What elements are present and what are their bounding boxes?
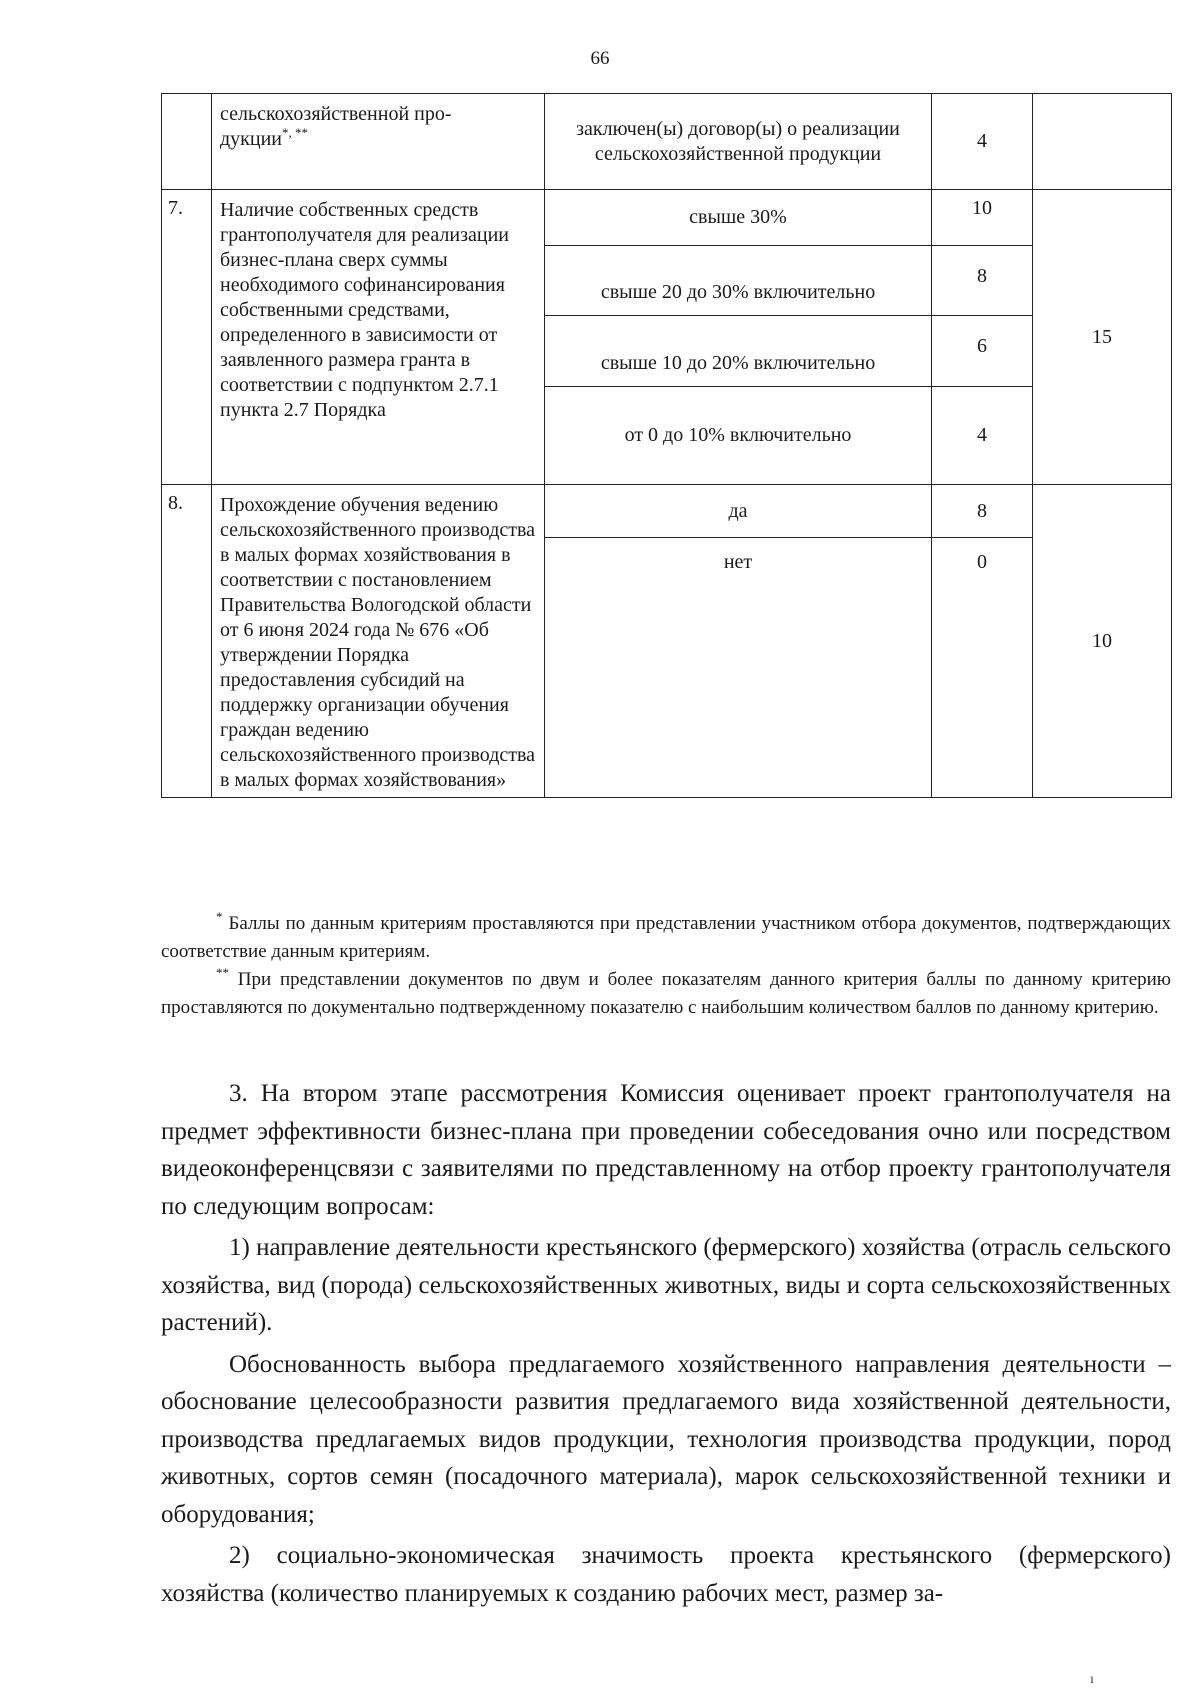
criterion-cell (212, 94, 545, 190)
row-number-7: 7. (162, 190, 212, 485)
table-row-8a (162, 485, 1172, 538)
indicator-7-1: свыше 30% (545, 190, 932, 246)
max-score-cell (1033, 94, 1172, 190)
paragraph-3: Обоснованность выбора предлагаемого хозяйственного направления деятельности – обоснование целесообразности развития предлагаемого вида хозяйственной деятельности, производства предлагаемых видов продукции, технология производства продукции, пород животных, сортов семян (посадочного материала), марок сельскохозяйственной техники и оборудования; (161, 1350, 1171, 1528)
score-8-2: 0 (932, 538, 1033, 798)
score-8-1: 8 (932, 485, 1033, 538)
criterion-8: Прохождение обучения ведению сельскохозяйственного производства в малых формах хозяйствования в соответствии с постановлением Правительства Вологодской области от 6 июня 2024 года № 676 «Об утверждении Порядка предоставления субсидий на поддержку организации обучения граждан ведению сельскохозяйственного производства в малых формах хозяйствования» (212, 485, 545, 798)
footnotes (161, 910, 1171, 1022)
paragraph-1: 3. На втором этапе рассмотрения Комиссия оценивает проект грантополучателя на предмет эффективности бизнес-плана при проведении собеседования очно или посредством видеоконференцсвязи с заявителями по представленному на отбор проекту грантополучателя по следующим вопросам: (161, 1080, 1171, 1220)
criterion-text-line1: сельскохозяйственной про- (220, 103, 452, 125)
body-text (161, 1075, 1171, 1612)
indicator-7-4: от 0 до 10% включительно (545, 387, 932, 485)
paragraph-2: 1) направление деятельности крестьянского (фермерского) хозяйства (отрасль сельского хозяйства, вид (порода) сельскохозяйственных животных, виды и сорта сельскохозяйственных растений). (161, 1234, 1171, 1336)
criterion-7: Наличие собственных средств грантополучателя для реализации бизнес-плана сверх суммы необходимого софинансирования собственными средствами, определенного в зависимости от заявленного размера гранта в соответствии с подпунктом 2.7.1 пункта 2.7 Порядка (212, 190, 545, 485)
indicator-7-2: свыше 20 до 30% включительно (545, 246, 932, 316)
row-number-8: 8. (162, 485, 212, 798)
row-number-cell (162, 94, 212, 190)
score-7-2: 8 (932, 246, 1033, 316)
table-row-7a (162, 190, 1172, 246)
footnote-2-text: При представлении документов по двум и более показателям данного критерия баллы по данному критерию проставляются по документально подтвержденному показателю с наибольшим количеством баллов по данному критерию. (161, 969, 1171, 1018)
score-7-3: 6 (932, 316, 1033, 387)
criteria-table (161, 93, 1172, 798)
footnote-1-mark: * (216, 909, 223, 924)
criterion-text-line2: дукции (220, 128, 283, 150)
footnote-2 (161, 966, 1171, 1022)
scan-corner-mark: ı (1090, 1672, 1094, 1687)
max-score-8: 10 (1033, 485, 1172, 798)
score-cell: 4 (932, 94, 1033, 190)
page-number: 66 (590, 48, 610, 69)
footnote-marks: *, ** (282, 125, 309, 140)
max-score-7: 15 (1033, 190, 1172, 485)
indicator-8-2: нет (545, 538, 932, 798)
indicator-8-1: да (545, 485, 932, 538)
indicator-cell: заключен(ы) договор(ы) о реализации сельскохозяйственной продукции (545, 94, 932, 190)
footnote-2-mark: ** (216, 965, 229, 980)
footnote-1-text: Баллы по данным критериям проставляются при представлении участником отбора документов, подтверждающих соответствие данным критериям. (161, 913, 1172, 962)
score-7-1: 10 (932, 190, 1033, 246)
paragraph-4: 2) социально-экономическая значимость проекта крестьянского (фермерского) хозяйства (количество планируемых к созданию рабочих мест, размер за- (161, 1542, 1171, 1607)
indicator-7-3: свыше 10 до 20% включительно (545, 316, 932, 387)
table-row-continuation (162, 94, 1172, 190)
footnote-1 (161, 910, 1171, 966)
score-7-4: 4 (932, 387, 1033, 485)
